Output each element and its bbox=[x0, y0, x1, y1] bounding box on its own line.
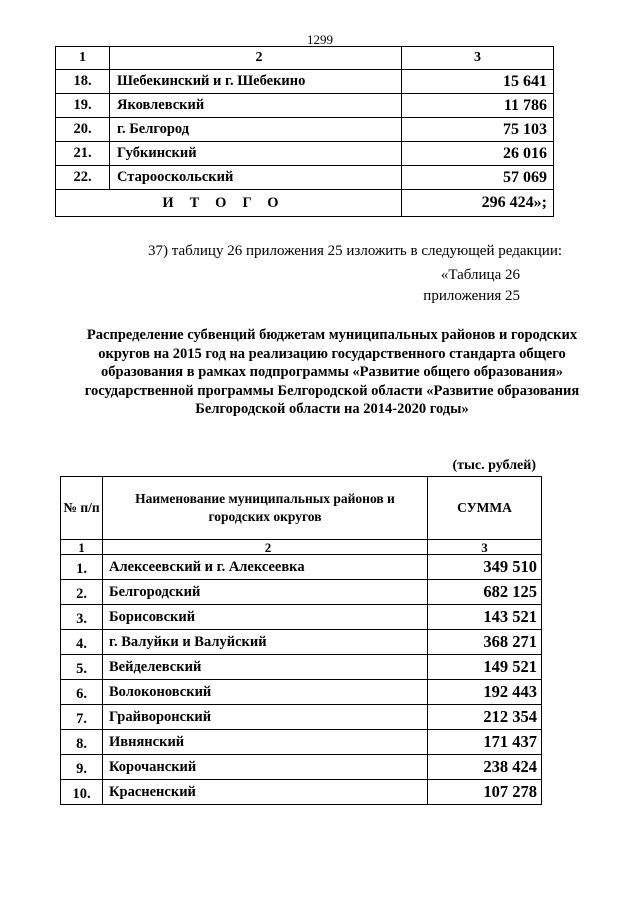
row-name: Белгородский bbox=[103, 580, 428, 605]
row-name: Красненский bbox=[103, 780, 428, 805]
table-row bbox=[56, 70, 554, 94]
document-title: Распределение субвенций бюджетам муниципальных районов и городских округов на 2015 год на реализацию государственного стандарта общего образования в рамках подпрограммы «Развитие общего образования» государственной программы Белгородской области «Развитие образования Белгородской области на 2014-2020 годы» bbox=[84, 327, 580, 417]
row-value: 349 510 bbox=[428, 555, 542, 580]
column-number-1: 1 bbox=[56, 47, 110, 70]
header-sum: СУММА bbox=[428, 477, 542, 540]
row-number: 22. bbox=[56, 166, 110, 190]
table-row bbox=[61, 605, 542, 630]
row-value: 212 354 bbox=[428, 705, 542, 730]
total-row bbox=[56, 190, 554, 217]
row-name: Корочанский bbox=[103, 755, 428, 780]
row-value: 26 016 bbox=[402, 142, 554, 166]
row-value: 107 278 bbox=[428, 780, 542, 805]
row-value: 368 271 bbox=[428, 630, 542, 655]
amendment-instruction: 37) таблицу 26 приложения 25 изложить в следующей редакции: bbox=[148, 243, 563, 259]
distribution-table bbox=[60, 476, 542, 805]
table-row bbox=[56, 142, 554, 166]
table-reference bbox=[423, 265, 520, 307]
row-name: Старооскольский bbox=[110, 166, 402, 190]
row-value: 682 125 bbox=[428, 580, 542, 605]
row-number: 1. bbox=[61, 555, 103, 580]
row-value: 171 437 bbox=[428, 730, 542, 755]
row-name: г. Валуйки и Валуйский bbox=[103, 630, 428, 655]
row-name: Грайворонский bbox=[103, 705, 428, 730]
row-name: Вейделевский bbox=[103, 655, 428, 680]
units-label: (тыс. рублей) bbox=[452, 458, 536, 473]
row-number: 18. bbox=[56, 70, 110, 94]
row-value: 143 521 bbox=[428, 605, 542, 630]
row-number: 10. bbox=[61, 780, 103, 805]
table-reference-line-2: приложения 25 bbox=[423, 288, 520, 304]
table-row bbox=[61, 655, 542, 680]
table-row bbox=[61, 680, 542, 705]
row-value: 11 786 bbox=[402, 94, 554, 118]
header-name: Наименование муниципальных районов и городских округов bbox=[103, 477, 428, 540]
table-row bbox=[61, 705, 542, 730]
row-value: 75 103 bbox=[402, 118, 554, 142]
table-row bbox=[61, 580, 542, 605]
table-reference-line-1: «Таблица 26 bbox=[440, 267, 520, 283]
row-number: 2. bbox=[61, 580, 103, 605]
row-name: Ивнянский bbox=[103, 730, 428, 755]
row-name: Борисовский bbox=[103, 605, 428, 630]
column-number-2: 2 bbox=[103, 540, 428, 555]
row-name: Волоконовский bbox=[103, 680, 428, 705]
row-value: 15 641 bbox=[402, 70, 554, 94]
row-number: 4. bbox=[61, 630, 103, 655]
continued-table bbox=[55, 46, 554, 217]
row-number: 3. bbox=[61, 605, 103, 630]
row-number: 8. bbox=[61, 730, 103, 755]
table-row bbox=[61, 730, 542, 755]
header-number: № п/п bbox=[61, 477, 103, 540]
total-value: 296 424»; bbox=[402, 190, 554, 217]
row-name: Алексеевский и г. Алексеевка bbox=[103, 555, 428, 580]
column-number-2: 2 bbox=[110, 47, 402, 70]
row-number: 9. bbox=[61, 755, 103, 780]
row-value: 192 443 bbox=[428, 680, 542, 705]
row-number: 5. bbox=[61, 655, 103, 680]
table-row bbox=[61, 630, 542, 655]
row-value: 238 424 bbox=[428, 755, 542, 780]
row-name: Шебекинский и г. Шебекино bbox=[110, 70, 402, 94]
column-number-3: 3 bbox=[402, 47, 554, 70]
row-name: Губкинский bbox=[110, 142, 402, 166]
table-row bbox=[56, 118, 554, 142]
page-number: 1299 bbox=[307, 32, 333, 47]
table-header-row bbox=[56, 47, 554, 70]
column-number-3: 3 bbox=[428, 540, 542, 555]
total-label: ИТОГО bbox=[56, 190, 402, 217]
row-number: 21. bbox=[56, 142, 110, 166]
table-row bbox=[61, 555, 542, 580]
column-number-1: 1 bbox=[61, 540, 103, 555]
row-value: 149 521 bbox=[428, 655, 542, 680]
column-numbers-row bbox=[61, 540, 542, 555]
row-number: 19. bbox=[56, 94, 110, 118]
row-number: 7. bbox=[61, 705, 103, 730]
table-header-row bbox=[61, 477, 542, 540]
row-name: г. Белгород bbox=[110, 118, 402, 142]
table-row bbox=[56, 166, 554, 190]
row-number: 6. bbox=[61, 680, 103, 705]
row-name: Яковлевский bbox=[110, 94, 402, 118]
table-row bbox=[61, 755, 542, 780]
row-value: 57 069 bbox=[402, 166, 554, 190]
row-number: 20. bbox=[56, 118, 110, 142]
table-row bbox=[61, 780, 542, 805]
table-row bbox=[56, 94, 554, 118]
